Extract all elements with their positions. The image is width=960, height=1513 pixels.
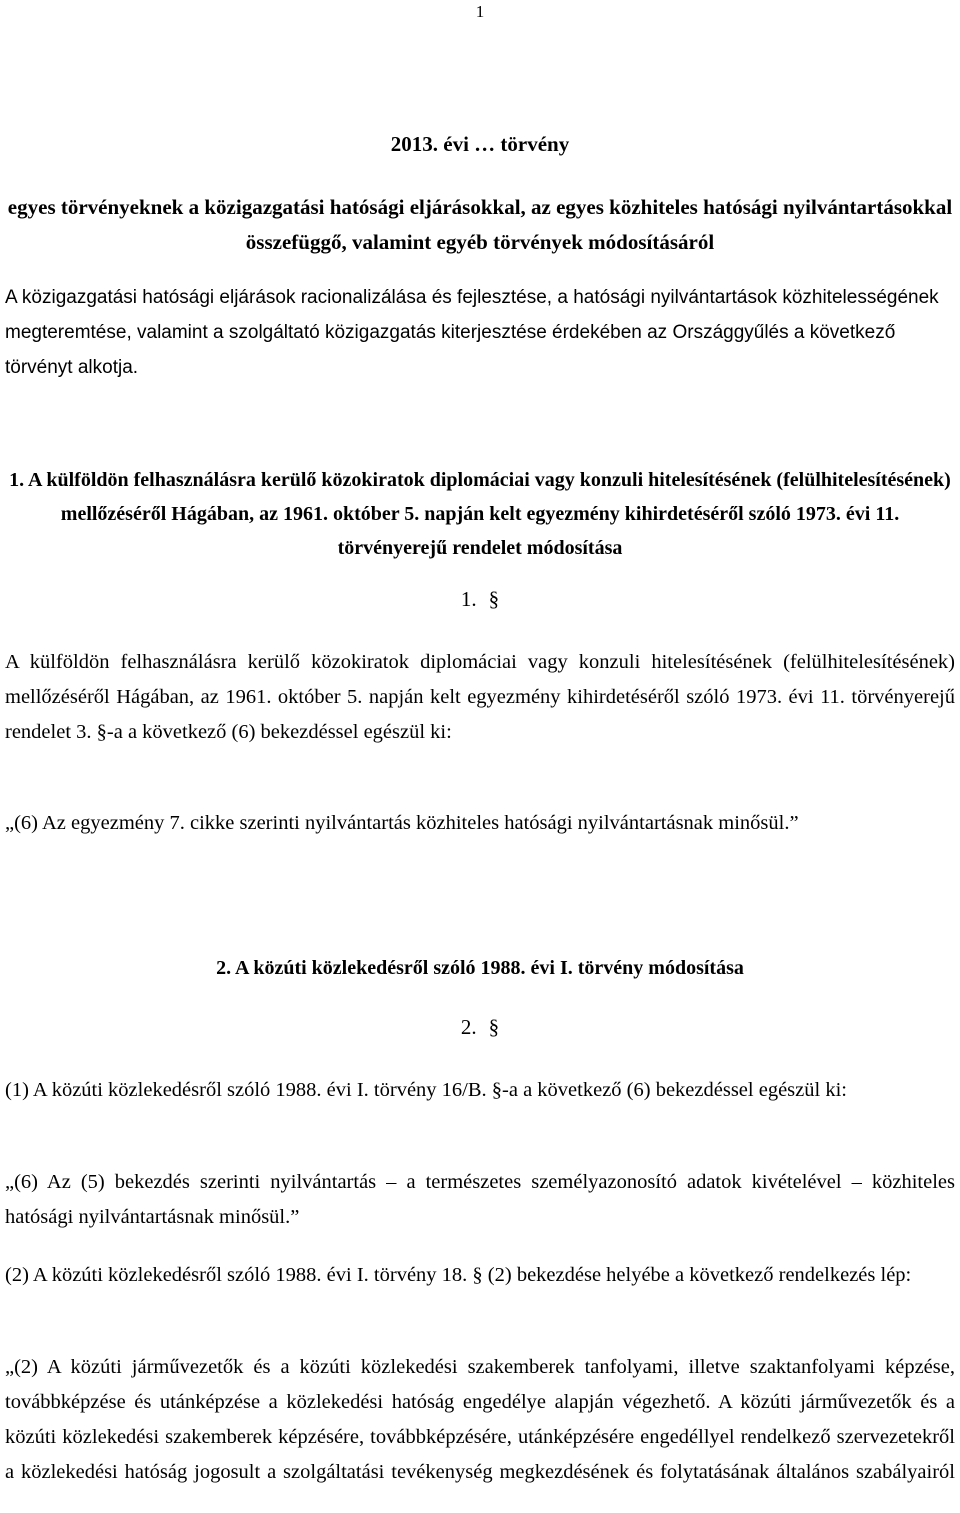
section-heading-2: 2. A közúti közlekedésről szóló 1988. évi I. törvény módosítása xyxy=(216,957,744,979)
law-subtitle: egyes törvényeknek a közigazgatási hatósági eljárásokkal, az egyes közhiteles hatósági nyilvántartásokkal összefüggő, valamint egyéb törvények módosításáról xyxy=(7,195,953,254)
preamble: A közigazgatási hatósági eljárások racionalizálása és fejlesztése, a hatósági nyilvántartások közhitelességének megteremtése, valamint a szolgáltató közigazgatás kiterjesztése érdekében az Országgyűlés a következő törvényt alkotja. xyxy=(5,287,939,378)
page-number: 1 xyxy=(475,2,485,21)
section-heading-1: 1. A külföldön felhasználásra kerülő közokiratok diplomáciai vagy konzuli hitelesítésének (felülhitelesítésének) mellőzéséről Hágában, az 1961. október 5. napján kelt egyezmény kihirdetéséről szóló 1973. évi 11. törvényerejű rendelet módosítása xyxy=(9,469,951,559)
section-sign: § xyxy=(488,1015,500,1039)
paragraph-text-2-1: (1) A közúti közlekedésről szóló 1988. évi I. törvény 16/B. §-a a következő (6) bekezdéssel egészül ki: xyxy=(5,1079,847,1101)
paragraph-text-2-2: (2) A közúti közlekedésről szóló 1988. évi I. törvény 18. § (2) bekezdése helyébe a következő rendelkezés lép: xyxy=(5,1264,912,1286)
paragraph-marker-1 xyxy=(5,587,955,612)
paragraph-marker-2 xyxy=(5,1015,955,1040)
section-sign: § xyxy=(488,587,500,611)
paragraph-text-1: A külföldön felhasználásra kerülő közokiratok diplomáciai vagy konzuli hitelesítésének (felülhitelesítésének) mellőzéséről Hágában, az 1961. október 5. napján kelt egyezmény kihirdetéséről szóló 1973. évi 11. törvényerejű rendelet 3. §-a a következő (6) bekezdéssel egészül ki: xyxy=(5,651,955,743)
law-title: 2013. évi … törvény xyxy=(390,132,570,156)
amendment-quote-1: „(6) Az egyezmény 7. cikke szerinti nyilvántartás közhiteles hatósági nyilvántartásnak minősül.” xyxy=(5,812,799,834)
amendment-quote-2-2: „(2) A közúti járművezetők és a közúti közlekedési szakemberek tanfolyami, illetve szaktanfolyami képzése, továbbképzése és utánképzése a közlekedési hatóság engedélye alapján végezhető. A közúti járművezetők és a közúti közlekedési szakemberek képzésére, továbbképzésére, utánképzésére engedéllyel rendelkező szervezetekről a közlekedési hatóság jogosult a szolgáltatási tevékenység megkezdésének és folytatásának általános szabályairól xyxy=(5,1356,955,1483)
paragraph-number: 2. xyxy=(460,1015,477,1039)
amendment-quote-2-1: „(6) Az (5) bekezdés szerinti nyilvántartás – a természetes személyazonosító adatok kivételével – közhiteles hatósági nyilvántartásnak minősül.” xyxy=(5,1171,955,1228)
paragraph-number: 1. xyxy=(460,587,477,611)
